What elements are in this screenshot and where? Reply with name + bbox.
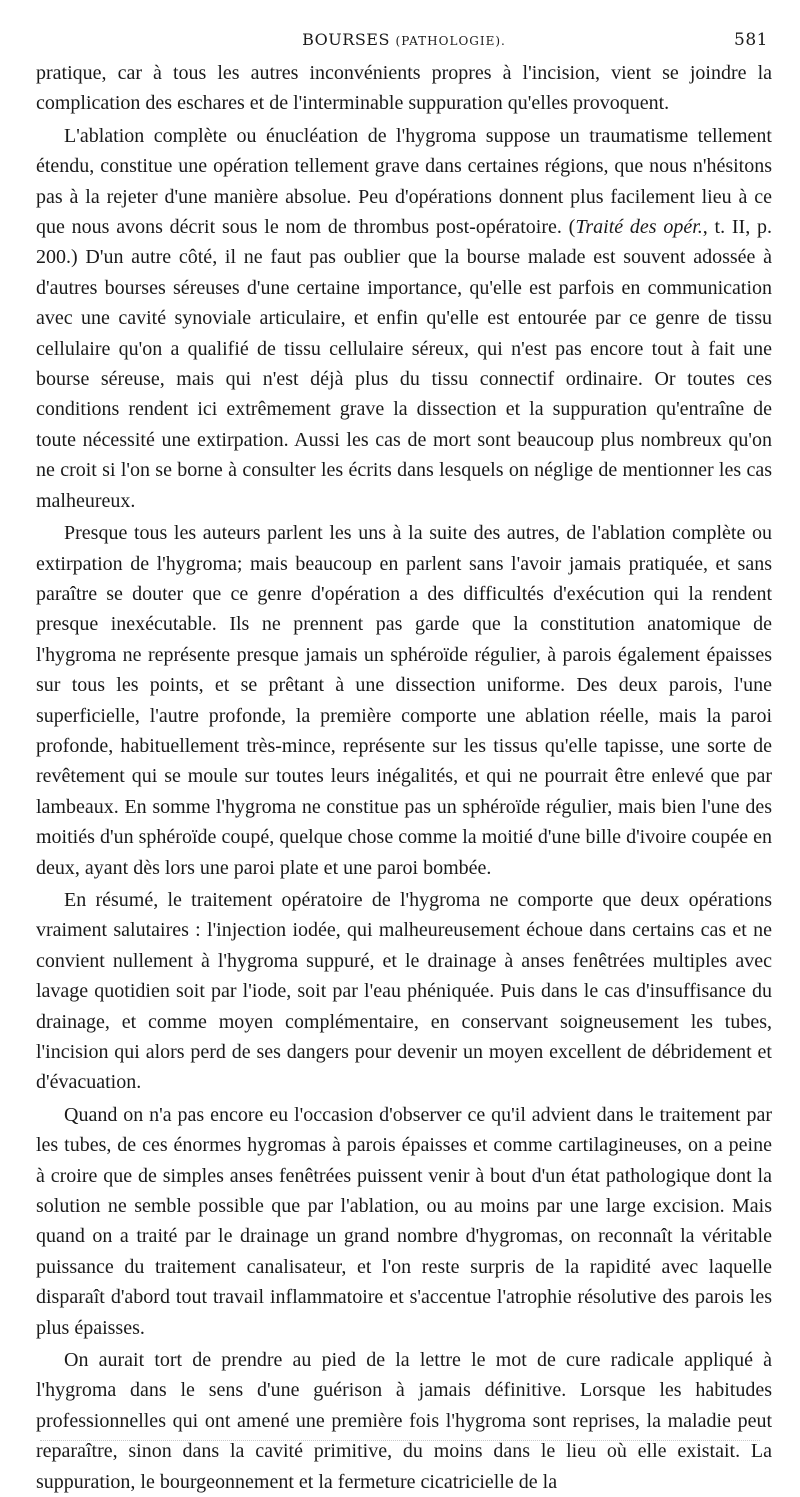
paragraph-ablation-text-after: , t. II, p. 200.) D'un autre côté, il ne faut pas oublier que la bourse malade est souvent adossée à d'autres bourses séreuses d'une certaine importance, qu'elle est parfois en communication avec une cavité synoviale articulaire, et enfin qu'elle est entourée par ce genre de tissu cellulaire qu'on a qualifié de tissu cellulaire séreux, qui n'est pas encore tout à fait une bourse séreuse, mais qui n'est déjà plus du tissu connectif ordinaire. Or toutes ces conditions rendent ici extrêmement grave la dissection et la suppuration qu'entraîne de toute nécessité une extirpation. Aussi les cas de mort sont beaucoup plus nombreux qu'on ne croit si l'on se borne à consulter les écrits dans lesquels on néglige de mentionner les cas malheureux. xyxy=(36,216,772,512)
running-title xyxy=(36,30,772,49)
paragraph-resume: En résumé, le traitement opératoire de l'hygroma ne comporte que deux opérations vraiment salutaires : l'injection iodée, qui malheureusement échoue dans certains cas et ne convient nullement à l'hygroma suppuré, et le drainage à anses fenêtrées multiples avec lavage quotidien soit par l'iode, soit par l'eau phéniquée. Puis dans le cas d'insuffisance du drainage, et comme moyen complémentaire, en conservant soigneusement les tubes, l'incision qui alors perd de ses dangers pour devenir un moyen excellent de débridement et d'évacuation. xyxy=(36,888,772,1094)
citation-traite-des-operations: Traité des opér. xyxy=(575,216,703,239)
body-text xyxy=(36,58,772,1497)
paragraph-continuation: pratique, car à tous les autres inconvénients propres à l'incision, vient se joindre la complication des eschares et de l'interminable suppuration qu'elles provoquent. xyxy=(36,62,772,115)
paragraph-ablation-text-before: L'ablation complète ou énucléation de l'hygroma suppose un traumatisme tellement étendu, constitue une opération tellement grave dans certaines régions, que nous n'hésitons pas à la rejeter d'une manière absolue. Peu d'opérations donnent plus facilement lieu à ce que nous avons décrit sous le nom de thrombus post-opératoire. ( xyxy=(36,124,772,239)
paragraph-extirpation: Presque tous les auteurs parlent les uns à la suite des autres, de l'ablation complète ou extirpation de l'hygroma; mais beaucoup en parlent sans l'avoir jamais pratiquée, et sans paraître se douter que ce genre d'opération a des difficultés d'exécution qui la rendent presque inexécutable. Ils ne prennent pas garde que la constitution anatomique de l'hygroma ne représente presque jamais un sphéroïde régulier, à parois également épaisses sur tous les points, et se prêtant à une dissection uniforme. Des deux parois, l'une superficielle, l'autre profonde, la première comporte une ablation réelle, mais la paroi profonde, habituellement très-mince, représente sur les tissus qu'elle tapisse, une sorte de revêtement qui se moule sur toutes leurs inégalités, et qui ne pourrait être enlevé que par lambeaux. En somme l'hygroma ne constitue pas un sphéroïde régulier, mais bien l'une des moitiés d'un sphéroïde coupé, quelque chose comme la moitié d'une bille d'ivoire coupée en deux, ayant dès lors une paroi plate et une paroi bombée. xyxy=(36,522,772,879)
paragraph-drainage: Quand on n'a pas encore eu l'occasion d'observer ce qu'il advient dans le traitement par les tubes, de ces énormes hygromas à parois épaisses et comme cartilagineuses, on a peine à croire que de simples anses fenêtrées puissent venir à bout d'un état pathologique dont la solution ne semble possible que par l'ablation, ou au moins par une large excision. Mais quand on a traité par le drainage un grand nombre d'hygromas, on reconnaît la véritable puissance du traitement canalisateur, et l'on reste surpris de la rapidité avec laquelle disparaît d'abord tout travail inflammatoire et s'accentue l'atrophie résolutive des parois les plus épaisses. xyxy=(36,1103,772,1339)
paragraph-ablation xyxy=(36,121,772,516)
running-title-sub: (PATHOLOGIE). xyxy=(395,34,506,48)
running-head xyxy=(36,24,772,52)
running-title-main: BOURSES xyxy=(302,30,390,49)
page-bottom-edge xyxy=(40,1440,760,1443)
page-number: 581 xyxy=(734,30,768,50)
paragraph-cure-radicale: On aurait tort de prendre au pied de la lettre le mot de cure radicale appliqué à l'hygroma dans le sens d'une guérison à jamais définitive. Lorsque les habitudes professionnelles qui ont amené une première fois l'hygroma sont reprises, la maladie peut reparaître, sinon dans la cavité primitive, du moins dans le lieu où elle existait. La suppuration, le bourgeonnement et la fermeture cicatricielle de la xyxy=(36,1349,772,1493)
book-page xyxy=(36,24,772,1493)
